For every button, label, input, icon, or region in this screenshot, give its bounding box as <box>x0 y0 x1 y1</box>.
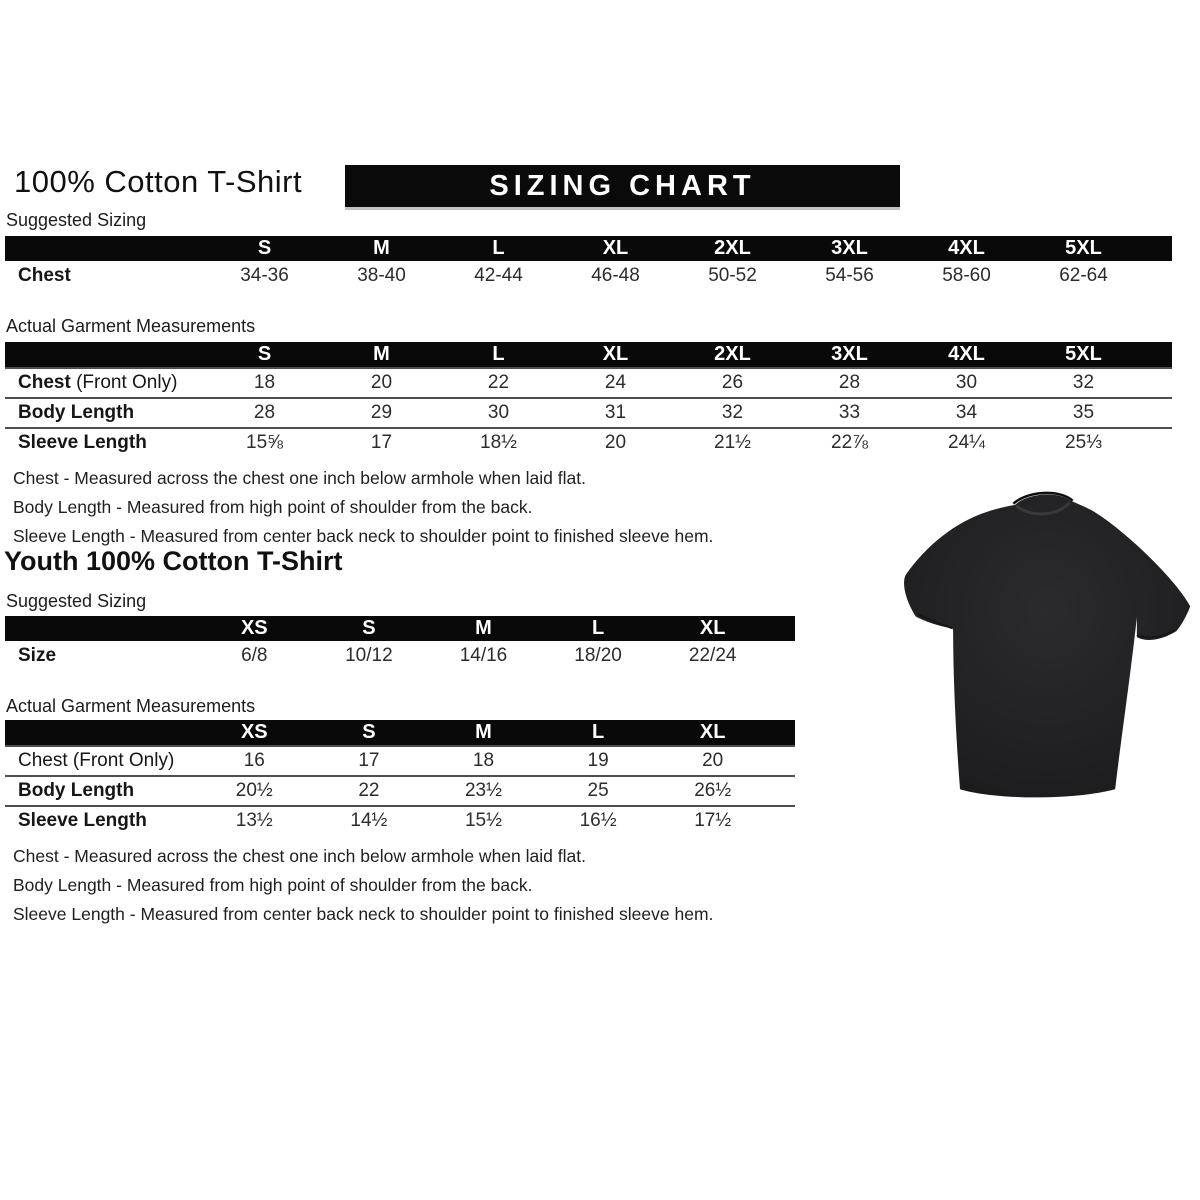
filler-cell <box>770 720 795 746</box>
size-value-cell: 25 <box>541 776 656 806</box>
size-value-cell: 26 <box>674 368 791 398</box>
size-column-header: 2XL <box>674 236 791 261</box>
black-tshirt-image <box>892 482 1198 808</box>
size-value-cell: 34 <box>908 398 1025 428</box>
table-row <box>5 641 795 671</box>
filler-cell <box>1142 398 1172 428</box>
row-label: Sleeve Length <box>5 806 197 835</box>
size-value-cell: 19 <box>541 746 656 776</box>
size-value-cell: 6/8 <box>241 645 268 666</box>
youth-suggested-sizing-label: Suggested Sizing <box>6 591 147 611</box>
filler-cell <box>770 806 795 835</box>
size-value-cell: 18 <box>206 368 323 398</box>
table-row <box>5 806 795 835</box>
row-label: Body Length <box>5 776 197 806</box>
size-column-header: L <box>440 236 557 261</box>
size-column-header: XL <box>655 616 770 641</box>
size-value-cell: 32 <box>1025 368 1142 398</box>
size-column-header: XS <box>197 616 312 641</box>
size-value-cell: 30 <box>908 368 1025 398</box>
size-column-header: L <box>541 616 656 641</box>
table-row <box>5 746 795 776</box>
size-value-cell: 62-64 <box>1059 265 1108 286</box>
size-column-header: 4XL <box>908 236 1025 261</box>
size-value-cell: 18½ <box>440 428 557 457</box>
size-value-cell: 18 <box>426 746 541 776</box>
table-corner-cell <box>5 236 206 261</box>
size-value-cell: 32 <box>674 398 791 428</box>
size-column-header: 5XL <box>1025 236 1142 261</box>
adult-suggested-sizing-label: Suggested Sizing <box>6 210 147 230</box>
table-row <box>5 368 1172 398</box>
size-column-header: XL <box>557 236 674 261</box>
size-value-cell: 34-36 <box>240 265 289 286</box>
size-value-cell: 25⅓ <box>1025 428 1142 457</box>
size-value-cell: 46-48 <box>591 265 640 286</box>
size-column-header: S <box>206 236 323 261</box>
size-value-cell: 24¼ <box>908 428 1025 457</box>
filler-cell <box>770 616 795 641</box>
adult-actual-measurements-table <box>5 342 1172 457</box>
size-value-cell: 29 <box>323 398 440 428</box>
size-column-header: S <box>206 342 323 368</box>
table-row <box>5 428 1172 457</box>
filler-cell <box>1142 368 1172 398</box>
size-value-cell: 35 <box>1025 398 1142 428</box>
size-value-cell: 16½ <box>541 806 656 835</box>
size-value-cell: 21½ <box>674 428 791 457</box>
filler-cell <box>770 746 795 776</box>
size-column-header: 4XL <box>908 342 1025 368</box>
filler-cell <box>770 641 795 671</box>
note-line: Chest - Measured across the chest one inch below armhole when laid flat. <box>13 846 586 866</box>
size-value-cell: 38-40 <box>357 265 406 286</box>
row-label: Sleeve Length <box>5 428 206 457</box>
size-value-cell: 16 <box>197 746 312 776</box>
note-line: Chest - Measured across the chest one inch below armhole when laid flat. <box>13 468 586 488</box>
size-column-header: XL <box>655 720 770 746</box>
size-column-header: 5XL <box>1025 342 1142 368</box>
filler-cell <box>1142 261 1172 291</box>
note-line: Body Length - Measured from high point of shoulder from the back. <box>13 497 533 517</box>
adult-actual-measurements-label: Actual Garment Measurements <box>6 316 256 336</box>
table-corner-cell <box>5 616 197 641</box>
size-value-cell: 14/16 <box>459 645 508 666</box>
size-value-cell: 17½ <box>655 806 770 835</box>
filler-cell <box>1142 236 1172 261</box>
size-column-header: M <box>426 720 541 746</box>
size-value-cell: 20 <box>655 746 770 776</box>
size-value-cell: 22 <box>440 368 557 398</box>
size-column-header: S <box>312 720 427 746</box>
size-value-cell: 50-52 <box>708 265 757 286</box>
size-value-cell: 10/12 <box>345 645 393 666</box>
size-column-header: M <box>323 236 440 261</box>
tshirt-silhouette <box>904 494 1190 797</box>
row-label: Body Length <box>5 398 206 428</box>
size-column-header: L <box>440 342 557 368</box>
size-value-cell: 17 <box>323 428 440 457</box>
table-row <box>5 261 1172 291</box>
size-column-header: XS <box>197 720 312 746</box>
size-column-header: M <box>323 342 440 368</box>
size-value-cell: 33 <box>791 398 908 428</box>
note-line: Sleeve Length - Measured from center back neck to shoulder point to finished sleeve hem. <box>13 904 714 924</box>
filler-cell <box>1142 428 1172 457</box>
row-label: Chest (Front Only) <box>5 368 206 398</box>
size-value-cell: 14½ <box>312 806 427 835</box>
youth-actual-measurements-label: Actual Garment Measurements <box>6 696 256 716</box>
table-corner-cell <box>5 720 197 746</box>
size-value-cell: 24 <box>557 368 674 398</box>
table-corner-cell <box>5 342 206 368</box>
filler-cell <box>1142 342 1172 368</box>
youth-measurement-notes <box>13 842 713 929</box>
table-row <box>5 776 795 806</box>
size-column-header: S <box>312 616 427 641</box>
size-value-cell: 28 <box>206 398 323 428</box>
size-value-cell: 17 <box>312 746 427 776</box>
adult-measurement-notes <box>13 464 713 551</box>
size-value-cell: 20½ <box>197 776 312 806</box>
size-value-cell: 18/20 <box>574 645 622 666</box>
size-column-header: 3XL <box>791 236 908 261</box>
size-column-header: 3XL <box>791 342 908 368</box>
size-value-cell: 26½ <box>655 776 770 806</box>
size-value-cell: 30 <box>440 398 557 428</box>
size-column-header: XL <box>557 342 674 368</box>
size-value-cell: 28 <box>791 368 908 398</box>
size-value-cell: 20 <box>323 368 440 398</box>
adult-suggested-sizing-table <box>5 236 1172 291</box>
row-label: Size <box>18 645 57 666</box>
size-value-cell: 15½ <box>426 806 541 835</box>
page-title: 100% Cotton T-Shirt <box>14 164 303 199</box>
size-value-cell: 15⅝ <box>206 428 323 457</box>
youth-suggested-sizing-table <box>5 616 795 671</box>
size-value-cell: 58-60 <box>942 265 991 286</box>
size-value-cell: 42-44 <box>474 265 523 286</box>
size-value-cell: 22⅞ <box>791 428 908 457</box>
size-value-cell: 54-56 <box>825 265 874 286</box>
note-line: Body Length - Measured from high point of shoulder from the back. <box>13 875 533 895</box>
youth-section-title: Youth 100% Cotton T-Shirt <box>4 546 343 576</box>
size-value-cell: 22 <box>312 776 427 806</box>
sizing-chart-banner: SIZING CHART <box>345 165 900 210</box>
note-line: Sleeve Length - Measured from center back neck to shoulder point to finished sleeve hem. <box>13 526 714 546</box>
row-label: Chest (Front Only) <box>5 746 197 776</box>
row-label: Chest <box>18 265 71 286</box>
size-column-header: L <box>541 720 656 746</box>
size-value-cell: 31 <box>557 398 674 428</box>
youth-actual-measurements-table <box>5 720 795 835</box>
size-value-cell: 23½ <box>426 776 541 806</box>
size-value-cell: 22/24 <box>688 645 737 666</box>
size-value-cell: 13½ <box>197 806 312 835</box>
size-column-header: M <box>426 616 541 641</box>
filler-cell <box>770 776 795 806</box>
size-value-cell: 20 <box>557 428 674 457</box>
size-column-header: 2XL <box>674 342 791 368</box>
table-row <box>5 398 1172 428</box>
